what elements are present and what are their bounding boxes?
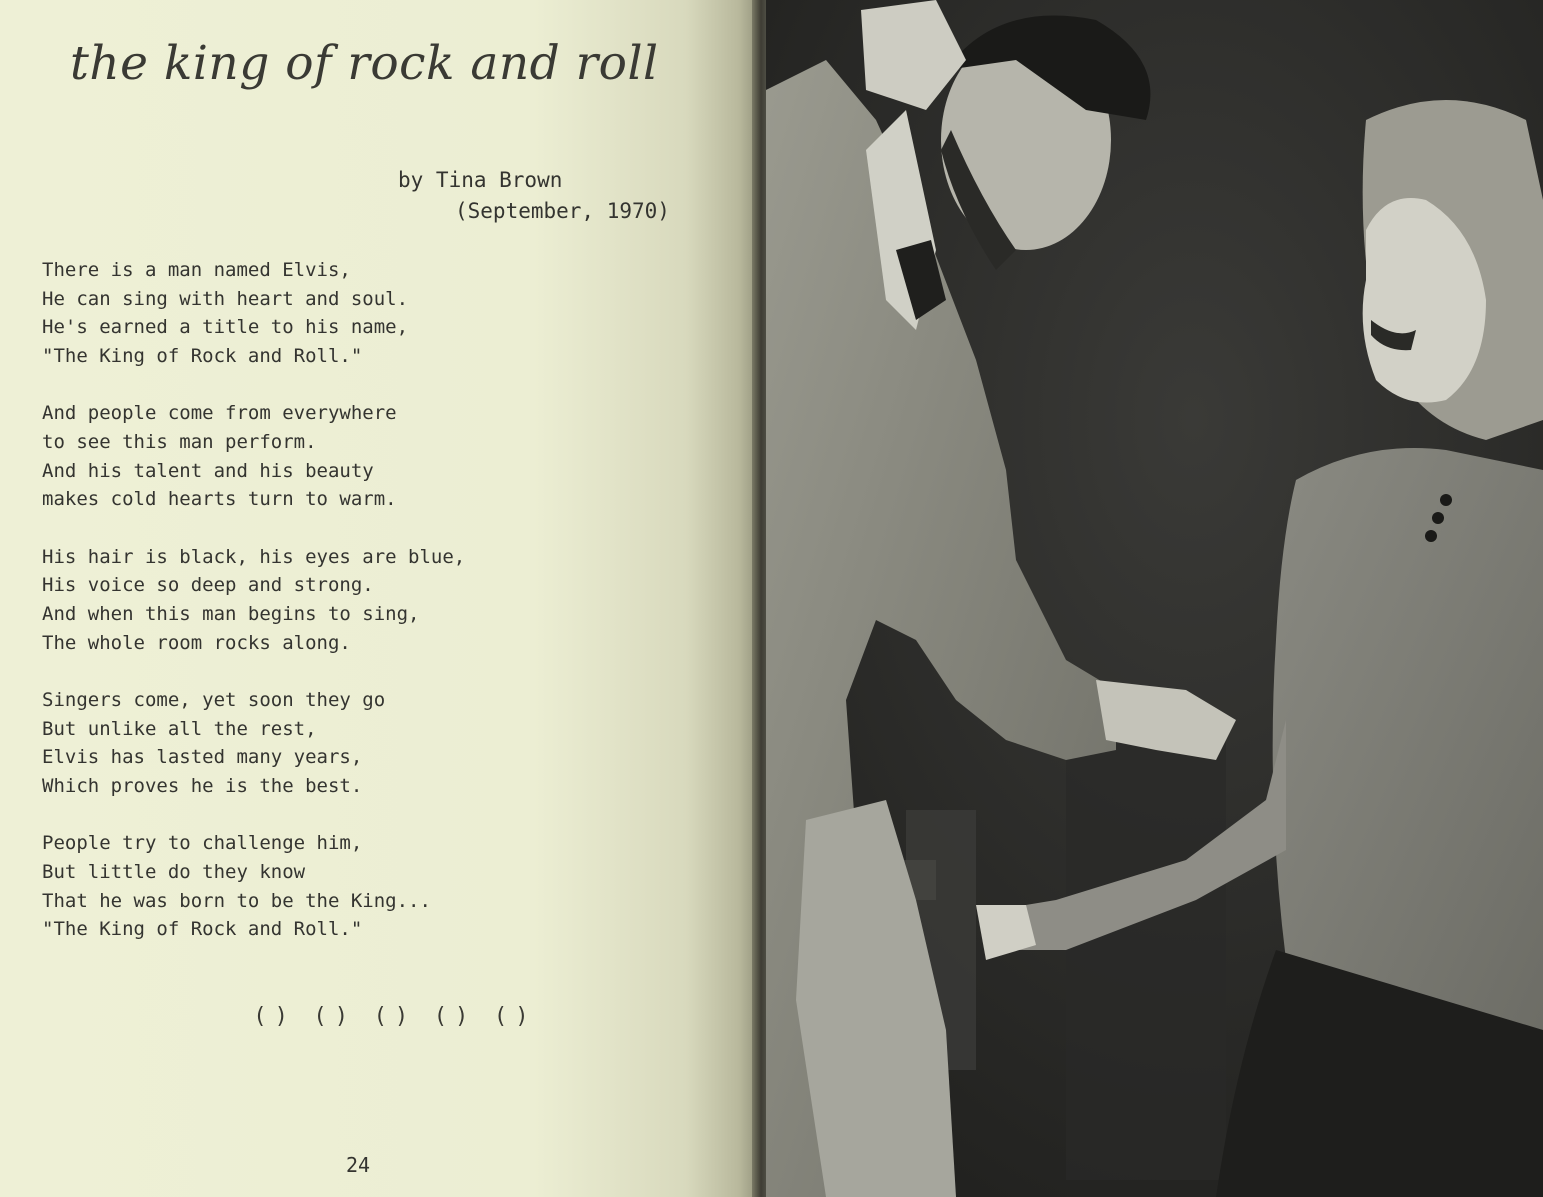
poem-line: But unlike all the rest, <box>42 717 317 740</box>
poem-line: The whole room rocks along. <box>42 631 351 654</box>
poem-line: His voice so deep and strong. <box>42 574 374 597</box>
dancing-couple-photo <box>766 0 1543 1197</box>
poem-line: His hair is black, his eyes are blue, <box>42 545 466 568</box>
poem-line: makes cold hearts turn to warm. <box>42 488 397 511</box>
poem-line: There is a man named Elvis, <box>42 259 351 281</box>
poem-line: Elvis has lasted many years, <box>42 746 363 769</box>
ornament-divider: () () () () () <box>256 1004 538 1029</box>
page-number: 24 <box>346 1153 371 1177</box>
poem-line: Which proves he is the best. <box>42 775 363 798</box>
poem-line: People try to challenge him, <box>42 832 363 855</box>
publication-date: (September, 1970) <box>455 199 670 223</box>
poem-line: And his talent and his beauty <box>42 459 374 482</box>
poem-line: "The King of Rock and Roll." <box>42 918 363 941</box>
left-page <box>0 0 762 1197</box>
poem-line: And people come from everywhere <box>42 402 397 425</box>
stanza <box>42 543 562 658</box>
poem-line: "The King of Rock and Roll." <box>42 345 363 368</box>
stanza <box>42 256 562 371</box>
byline: by Tina Brown <box>398 168 563 192</box>
right-page <box>766 0 1543 1197</box>
poem-line: He's earned a title to his name, <box>42 316 409 339</box>
poem-line: to see this man perform. <box>42 431 317 454</box>
page-title: the king of rock and roll <box>70 36 659 91</box>
poem-line: He can sing with heart and soul. <box>42 287 409 310</box>
poem-line: But little do they know <box>42 860 306 883</box>
poem-line: That he was born to be the King... <box>42 889 431 912</box>
stanza <box>42 686 562 801</box>
poem-line: Singers come, yet soon they go <box>42 688 386 711</box>
poem-line: And when this man begins to sing, <box>42 603 420 626</box>
stanza <box>42 829 562 944</box>
stanza <box>42 399 562 514</box>
poem <box>42 256 562 973</box>
